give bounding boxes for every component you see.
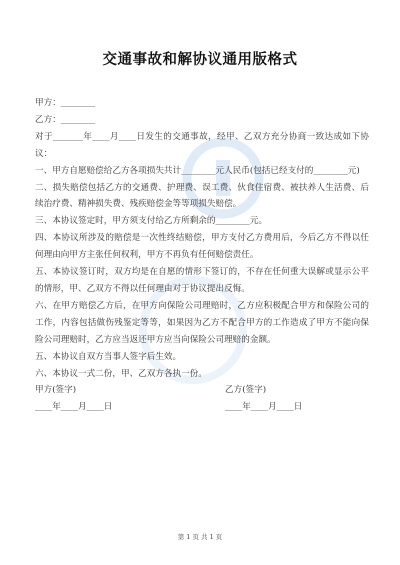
clause-1: 一、甲方自愿赔偿给乙方各项损失共计________元人民币(包括已经支付的________元)	[35, 165, 360, 176]
party-b-line: 乙方：________	[35, 114, 96, 125]
clause-copies: 六、本协议一式二份，甲、乙双方各执一份。	[35, 368, 207, 379]
document-body	[35, 95, 369, 416]
preamble-paragraph: 对于_______年____月____日发生的交通事故，经甲、乙双方充分协商一致达成如下协议：	[35, 131, 369, 159]
clause-2: 二、损失赔偿包括乙方的交通费、护理费、误工费、伙食住宿费、被扶养人生活费、后续治疗费、精神损失费、残疾赔偿金等等项损失赔偿。	[35, 182, 369, 210]
date-row	[35, 399, 369, 416]
clause-4: 四、本协议所涉及的赔偿是一次性终结赔偿，甲方支付乙方费用后，今后乙方不得以任何理由向甲方主张任何权利，甲方不再负有任何赔偿责任。	[35, 233, 369, 261]
clause-3: 三、本协议签定时，甲方须支付给乙方所剩余的________元。	[35, 216, 268, 227]
party-b-date: ____年____月____日	[225, 402, 303, 413]
page-footer: 第 1 页 共 1 页	[177, 533, 223, 541]
party-a-line: 甲方：________	[35, 98, 96, 108]
clause-6: 六、在甲方赔偿乙方后，在甲方向保险公司理赔时，乙方应积极配合甲方和保险公司的工作，内容包括做伤残鉴定等等，如果因为乙方不配合甲方的工作造成了甲方不能向保险公司理赔时，乙方应当返还甲方应当向保险公司理赔的金额。	[35, 300, 369, 345]
party-a-signature-label: 甲方(签字)	[35, 385, 77, 396]
clause-effective: 五、本协议自双方当事人签字后生效。	[35, 351, 182, 362]
document-title: 交通事故和解协议通用版格式	[102, 52, 298, 68]
party-b-signature-label: 乙方(签字)	[225, 385, 267, 396]
signature-row	[35, 382, 369, 399]
party-a-date: ____年____月____日	[35, 402, 113, 413]
clause-5: 五、本协议签订时，双方均是在自愿的情形下签订的，不存在任何重大误解或显示公平的情形，甲、乙双方不得以任何理由对于协议提出反悔。	[35, 267, 369, 294]
